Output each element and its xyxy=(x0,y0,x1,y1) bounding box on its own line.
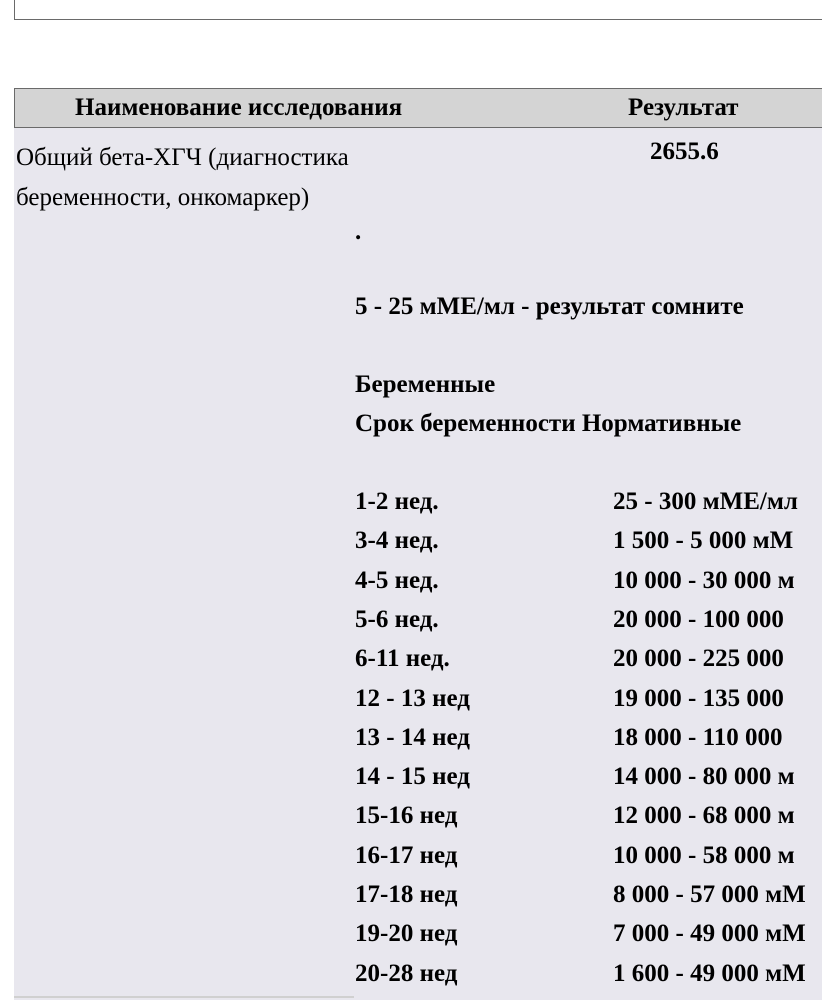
norm-range: 19 000 - 135 000 xyxy=(613,685,784,712)
gestation-week: 1-2 нед. xyxy=(355,488,439,515)
gestation-week: 6-11 нед. xyxy=(355,645,450,672)
gestation-week: 16-17 нед xyxy=(355,842,458,869)
norm-range: 7 000 - 49 000 мМ xyxy=(613,920,806,947)
gestation-week: 19-20 нед xyxy=(355,920,458,947)
gestation-week: 15-16 нед xyxy=(355,802,458,829)
gestation-week: 17-18 нед xyxy=(355,881,458,908)
doubtful-result-note: 5 - 25 мМЕ/мл - результат сомните xyxy=(355,293,744,320)
norm-range: 14 000 - 80 000 м xyxy=(613,763,795,790)
column-header-test-name: Наименование исследования xyxy=(75,94,403,121)
result-value: 2655.6 xyxy=(650,138,719,165)
gestation-week: 20-28 нед xyxy=(355,960,458,987)
gestation-week: 4-5 нед. xyxy=(355,567,439,594)
gestation-week: 5-6 нед. xyxy=(355,606,439,633)
gestation-week: 14 - 15 нед xyxy=(355,763,470,790)
column-header-result: Результат xyxy=(628,94,739,121)
norm-range: 20 000 - 225 000 xyxy=(613,645,784,672)
comment-dot: . xyxy=(355,218,362,245)
gestation-week: 13 - 14 нед xyxy=(355,724,470,751)
norm-range: 10 000 - 30 000 м xyxy=(613,567,795,594)
divider xyxy=(14,996,354,998)
norms-columns-heading: Срок беременности Нормативные xyxy=(355,410,742,437)
test-name-line: Общий бета-ХГЧ (диагностика xyxy=(16,144,349,171)
norm-range: 1 500 - 5 000 мМ xyxy=(613,527,794,554)
previous-table-frame xyxy=(14,0,822,20)
test-name-line: беременности, онкомаркер) xyxy=(16,184,310,211)
results-table-row xyxy=(14,128,822,1000)
results-table-header xyxy=(14,88,822,128)
norm-range: 1 600 - 49 000 мМ xyxy=(613,960,806,987)
gestation-week: 3-4 нед. xyxy=(355,527,439,554)
test-name-cell xyxy=(16,138,436,218)
gestation-week: 12 - 13 нед xyxy=(355,685,470,712)
norm-range: 8 000 - 57 000 мМ xyxy=(613,881,806,908)
norm-range: 18 000 - 110 000 xyxy=(613,724,783,751)
norm-range: 20 000 - 100 000 xyxy=(613,606,784,633)
norm-range: 12 000 - 68 000 м xyxy=(613,802,795,829)
pregnant-heading: Беременные xyxy=(355,371,496,398)
norm-range: 10 000 - 58 000 м xyxy=(613,842,795,869)
norm-range: 25 - 300 мМЕ/мл xyxy=(613,488,798,515)
